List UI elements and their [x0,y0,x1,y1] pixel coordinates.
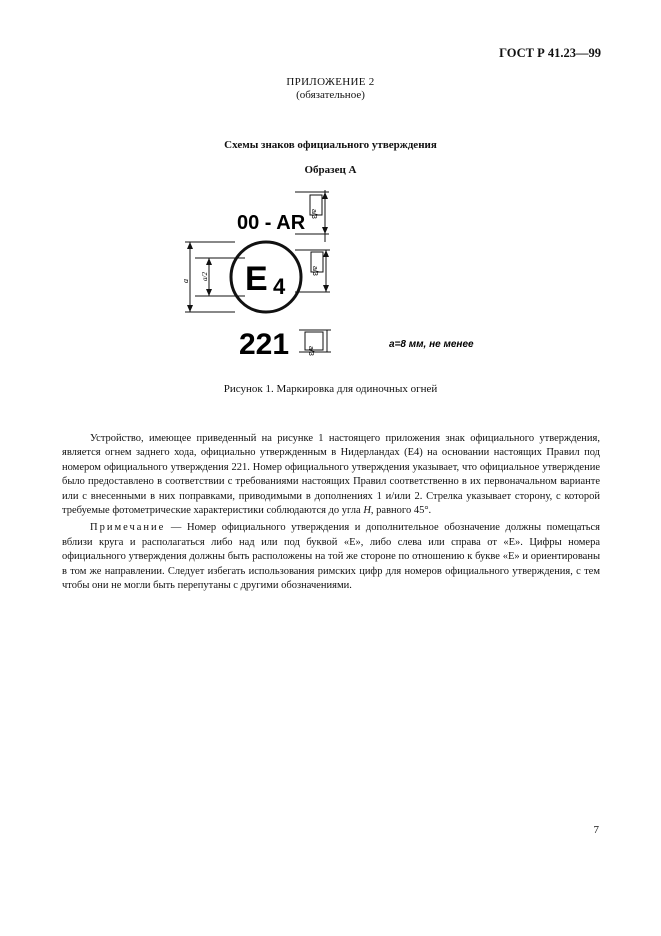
dim-label-a: a [181,279,190,283]
paragraph-1-variable: H [363,505,371,517]
circle-number: 4 [273,274,286,299]
note-text: — Номер официального утверждения и дополнительное обозначение должны помещаться вблизи круга и располагаться либо над или под буквой «Е», либо слева или справа от «Е». Цифры номера официального утверждения должны быть расположены на той же стороне по отношению к букве «Е» и ориентированы в том же направлении. Следует избегать использования римских цифр для номеров официального утверждения, с тем чтобы они не могли быть перепутаны с другими обозначениями. [62,522,600,592]
paragraph-1-text: Устройство, имеющее приведенный на рисунке 1 настоящего приложения знак официального утверждения, является огнем заднего хода, официально утвержденным в Нидерландах (Е4) на основании настоящих Правил под номером официального утверждения 221. Номер официального утверждения указывает, что официальное утверждение было предоставлено в соответствии с требованиями настоящих Правил соответственно в их первоначальном варианте или с внесенными в них поправками, приводимыми в дополнениях 1 и/или 2. Стрелка указывает сторону, с которой требуемые фотометрические характеристики соблюдаются до угла [62,433,600,517]
figure-caption: Рисунок 1. Маркировка для одиночных огней [223,383,438,395]
dimension-bottom [299,330,331,356]
dim-label-bottom: a/3 [307,346,314,356]
paragraph-1 [62,432,600,518]
dim-label-a2: a/2 [201,272,209,281]
sample-title: Образец А [304,164,357,176]
appendix-title: ПРИЛОЖЕНИЕ 2 [286,76,375,88]
document-code: ГОСТ Р 41.23—99 [499,46,601,60]
body-text [62,432,600,593]
condition-text: a=8 мм, не менее [389,339,474,350]
top-mark-text: 00 - AR [237,212,306,234]
section-title: Схемы знаков официального утверждения [224,139,437,151]
dimension-a2 [195,258,245,296]
dim-label-right: a/3 [311,266,318,276]
appendix-subtitle: (обязательное) [296,89,365,101]
page-number: 7 [593,824,599,836]
dim-label-top: a/3 [310,209,317,219]
appendix-heading [0,76,661,102]
approval-number: 221 [239,328,290,361]
note-paragraph [62,521,600,593]
circle-letter: E [245,260,268,298]
paragraph-1-end: , равного 45°. [370,505,432,517]
approval-mark-figure [175,188,495,363]
note-label: Примечание [90,522,166,534]
